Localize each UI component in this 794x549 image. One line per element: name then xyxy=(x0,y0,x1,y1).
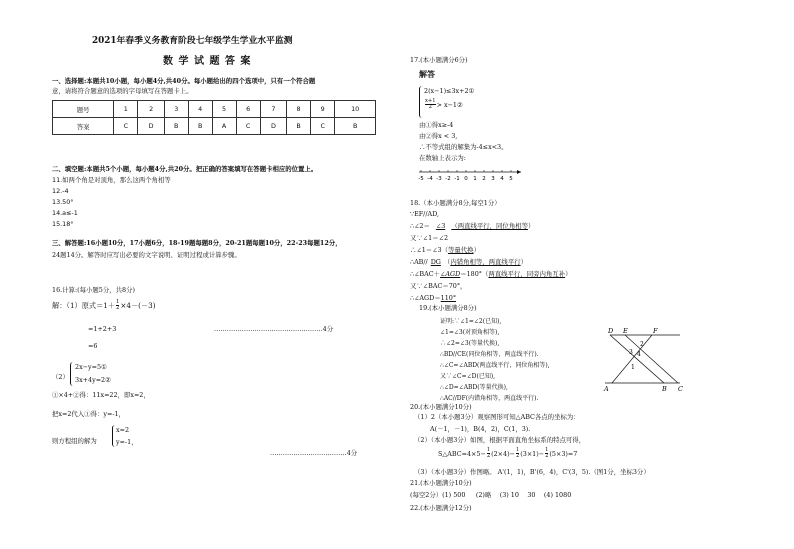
page-title: 2021年春季义务教育阶段七年级学生学业水平监测 xyxy=(92,36,293,46)
brace xyxy=(70,362,74,386)
number-line-label: -1 xyxy=(454,176,460,182)
line-ec xyxy=(625,335,678,383)
table-cell: D xyxy=(260,118,286,135)
q17-result1: 由①得x≥-4 xyxy=(419,121,454,129)
number-line-label: -2 xyxy=(445,176,451,182)
q18-text: ∴∠1＝∠3（ xyxy=(410,246,449,254)
frac-numerator: 1 xyxy=(515,447,520,453)
fraction xyxy=(545,448,548,460)
section-2-line1: 二、填空题:本题共5个小题，每小题4分,共20分。把正确的答案填写在答题卡相应的位置上。 xyxy=(52,165,318,173)
label-c: C xyxy=(678,385,683,393)
arrow-icon xyxy=(517,170,521,174)
fill-answer-11: 11.如两个角是对顶角，那么这两个角相等 xyxy=(52,176,171,184)
q19-proof-line: ∴∠D=∠ABD(等量代换), xyxy=(440,384,508,391)
q18-blank-1: ∠3 xyxy=(435,222,446,230)
q18-text: ∴∠AGD＝ xyxy=(410,294,441,302)
q17-heading: 17.(本小题满分6分) xyxy=(410,56,468,64)
q16-1-step1: =1+2+3 xyxy=(88,325,117,333)
q17-label: 解答 xyxy=(419,70,435,79)
number-line-label: -3 xyxy=(436,176,442,182)
label-angle-4: 4 xyxy=(637,351,641,358)
q16-2-sol1: x=2 xyxy=(116,426,130,434)
q18-heading: 18.（本小题满分8分,每空1分） xyxy=(410,199,501,207)
number-line xyxy=(415,163,525,185)
q19-proof-line: 证明:∵∠1=∠2(已知), xyxy=(440,318,502,325)
q16-2-label: （2） xyxy=(52,373,69,381)
formula-text: (5×3)=7 xyxy=(549,449,578,458)
q18-line4 xyxy=(410,247,480,253)
table-cell: B xyxy=(335,118,376,135)
table-cell: 3 xyxy=(164,101,188,118)
q18-line8 xyxy=(410,295,456,301)
q16-1-label: 解：（1）原式＝1＋ xyxy=(52,301,116,311)
q16-2-points: ………………………………4分 xyxy=(270,449,358,457)
table-cell: C xyxy=(311,118,335,135)
fraction xyxy=(487,448,490,460)
q20-area-formula xyxy=(438,448,577,460)
label-a: A xyxy=(604,385,609,393)
formula-text: (2×4)− xyxy=(491,449,515,458)
q17-result4: 在数轴上表示为: xyxy=(419,154,466,162)
q18-reason-2: 等量代换 xyxy=(448,246,474,254)
table-cell: 8 xyxy=(287,101,311,118)
q18-blank-3: DG xyxy=(430,258,441,266)
q16-1-fraction xyxy=(116,300,119,312)
q18-text: ） xyxy=(528,222,535,230)
q20-part3: （3）（本小题3分）作图略。 A'(1，1)，B'(6，4)，C'(3，5).（图1分，坐标3分） xyxy=(414,468,650,476)
table-cell: 1 xyxy=(114,101,138,118)
q19-proof-line: ∴AC//DF(内错角相等，两直线平行). xyxy=(440,395,539,402)
q16-2-step2: 把x=2代入①得：y=-1， xyxy=(52,410,125,418)
q20-heading: 20.(本小题满分10分) xyxy=(410,403,472,411)
number-line-label: 0 xyxy=(464,176,468,182)
q18-line5 xyxy=(410,259,527,265)
frac-denominator: 2 xyxy=(428,104,432,111)
frac-numerator: 1 xyxy=(116,299,120,305)
number-line-label: 2 xyxy=(482,176,486,182)
frac-denominator: 2 xyxy=(545,453,549,460)
table-cell: 10 xyxy=(335,101,376,118)
brace xyxy=(419,86,423,118)
q20-part2: （2）（本小题3分）如图，根据平面直角坐标系的特点可得， xyxy=(414,436,586,444)
table-cell: 5 xyxy=(212,101,236,118)
table-cell: 答案 xyxy=(53,118,114,135)
q18-line7: 又∵∠BAC＝70°， xyxy=(410,282,467,290)
q19-proof-line: ∴∠C=∠ABD(两直线平行，同位角相等), xyxy=(440,362,550,369)
frac-denominator: 2 xyxy=(116,305,120,312)
frac-denominator: 2 xyxy=(486,453,491,460)
fill-answer-15: 15.18° xyxy=(52,220,74,228)
q18-text: ） xyxy=(565,270,572,278)
q18-reason-1: （两直线平行，同位角相等 xyxy=(451,222,528,230)
number-line-label: -4 xyxy=(427,176,433,182)
q18-text: ） xyxy=(473,246,480,254)
q18-text: ） xyxy=(520,258,527,266)
table-cell: 7 xyxy=(260,101,286,118)
table-cell: B xyxy=(164,118,188,135)
fill-answer-14: 14.a≤-1 xyxy=(52,209,78,217)
q18-reason-3: 内错角相等，两直线平行 xyxy=(450,258,521,266)
label-b: B xyxy=(662,385,667,393)
page-subtitle: 数 学 试 题 答 案 xyxy=(163,56,252,67)
fill-answer-13: 13.50° xyxy=(52,198,74,206)
table-cell: C xyxy=(236,118,260,135)
formula-text: (3×1)− xyxy=(520,449,545,458)
q16-2-step1: ①×4+②得：11x=22，即x=2， xyxy=(52,391,150,399)
q20-part1-coords: A(－1，－1)，B(4，2)，C(1，3). xyxy=(430,425,531,433)
q19-proof-line: ∴BD//CE(同位角相等，两直线平行). xyxy=(440,351,539,358)
q17-result3: ∴不等式组的解集为-4≤x<3。 xyxy=(419,143,508,151)
q16-1-expression xyxy=(52,300,156,312)
q19-heading: 19.(本小题满分8分) xyxy=(419,304,477,312)
table-cell: 题号 xyxy=(53,101,114,118)
section-3-line2: 24题14分。解答时应写出必要的文字说明、证明过程或计算步骤。 xyxy=(52,251,241,259)
q17-fraction xyxy=(425,99,436,111)
q16-2-sol2: y=-1， xyxy=(116,438,138,446)
number-line-label: 1 xyxy=(473,176,477,182)
q21-answers: (每空2分）(1) 500 (2)略 (3) 10 30 (4) 1080 xyxy=(410,491,572,499)
q17-result2: 由②得x < 3, xyxy=(419,132,458,140)
formula-text: S△ABC=4×5− xyxy=(438,449,486,458)
table-row xyxy=(53,101,376,118)
geometry-figure xyxy=(600,325,688,393)
fill-answer-12: 12.-4 xyxy=(52,187,69,195)
q21-heading: 21.(本小题满分10分) xyxy=(410,479,472,487)
label-f: F xyxy=(653,327,658,335)
q17-eq2-tail: > x−1② xyxy=(436,100,463,109)
q19-proof-line: 又∵∠C=∠D(已知), xyxy=(440,373,496,380)
q18-reason-4: 两直线平行，同旁内角互补 xyxy=(488,270,566,278)
number-line-label: 3 xyxy=(491,176,495,182)
q20-part1: （1）2（本小题3分）观察图形可知△ABC各点的坐标为： xyxy=(414,413,580,421)
q19-proof-line: ∴∠2=∠3(等量代换), xyxy=(440,340,500,347)
table-cell: A xyxy=(212,118,236,135)
q17-eq1: 2(x−1)≤3x+2① xyxy=(424,87,475,95)
q18-blank-5: ∠AGD xyxy=(440,270,461,278)
table-cell: 6 xyxy=(236,101,260,118)
q18-text: （ xyxy=(443,258,451,266)
table-cell: C xyxy=(114,118,138,135)
q19-proof-line: ∠1=∠3(对顶角相等), xyxy=(440,329,500,336)
q18-blank-8: 110° xyxy=(440,294,457,302)
frac-numerator: x+1 xyxy=(425,98,436,104)
label-d: D xyxy=(608,327,614,335)
table-cell: D xyxy=(138,118,164,135)
table-cell: 4 xyxy=(188,101,212,118)
q16-2-eq2: 3x+4y=2② xyxy=(75,376,111,384)
q18-text: ∴∠2＝ xyxy=(410,222,430,230)
answer-table xyxy=(52,100,376,135)
number-line-label: 4 xyxy=(500,176,504,182)
number-line-label: 5 xyxy=(509,176,513,182)
q18-line2 xyxy=(410,223,534,229)
q22-heading: 22.(本小题满分12分) xyxy=(410,504,472,512)
label-e: E xyxy=(623,327,628,335)
q16-1-tail: ×4－(－3) xyxy=(120,301,156,311)
q16-heading: 16.计算:(每小题5分，共8分) xyxy=(52,286,135,294)
q18-text: ∴∠BAC＋ xyxy=(410,270,441,278)
q18-line1: ∵EF//AD, xyxy=(410,210,440,218)
q18-line6 xyxy=(410,271,571,277)
q18-line3: 又∵∠1＝∠2 xyxy=(410,234,449,242)
q17-eq2 xyxy=(424,99,463,111)
table-cell: 9 xyxy=(311,101,335,118)
q18-text: ∴AB// xyxy=(410,258,428,266)
q16-1-step2: =6 xyxy=(88,342,98,350)
label-angle-1: 1 xyxy=(631,364,635,371)
section-1-line1: 一、选择题:本题共10小题，每小题4分,共40分。每小题给出的四个选项中，只有一个符合题 xyxy=(52,77,316,85)
q16-2-eq1: 2x−y=5① xyxy=(75,363,107,371)
q16-2-step3: 则方程组的解为 xyxy=(52,437,97,445)
table-cell: B xyxy=(188,118,212,135)
q16-1-points: ……………………………………………4分 xyxy=(214,325,334,333)
number-line-label: -5 xyxy=(418,176,424,182)
section-3-line1: 三、解答题:16小题10分，17小题6分，18-19题每题8分，20-21题每题10分，22-23每题12分， xyxy=(52,239,342,247)
q18-text: ＝180°（ xyxy=(460,270,489,278)
table-cell: B xyxy=(287,118,311,135)
frac-numerator: 1 xyxy=(545,447,549,453)
section-1-line2: 意，请将符合题意的选项的字母填写在答题卡上。 xyxy=(52,87,193,95)
label-angle-3: 3 xyxy=(629,349,633,356)
table-row xyxy=(53,118,376,135)
frac-denominator: 2 xyxy=(515,453,520,460)
label-angle-2: 2 xyxy=(640,341,644,348)
table-cell: 2 xyxy=(138,101,164,118)
frac-numerator: 1 xyxy=(486,447,491,453)
fraction xyxy=(516,448,519,460)
